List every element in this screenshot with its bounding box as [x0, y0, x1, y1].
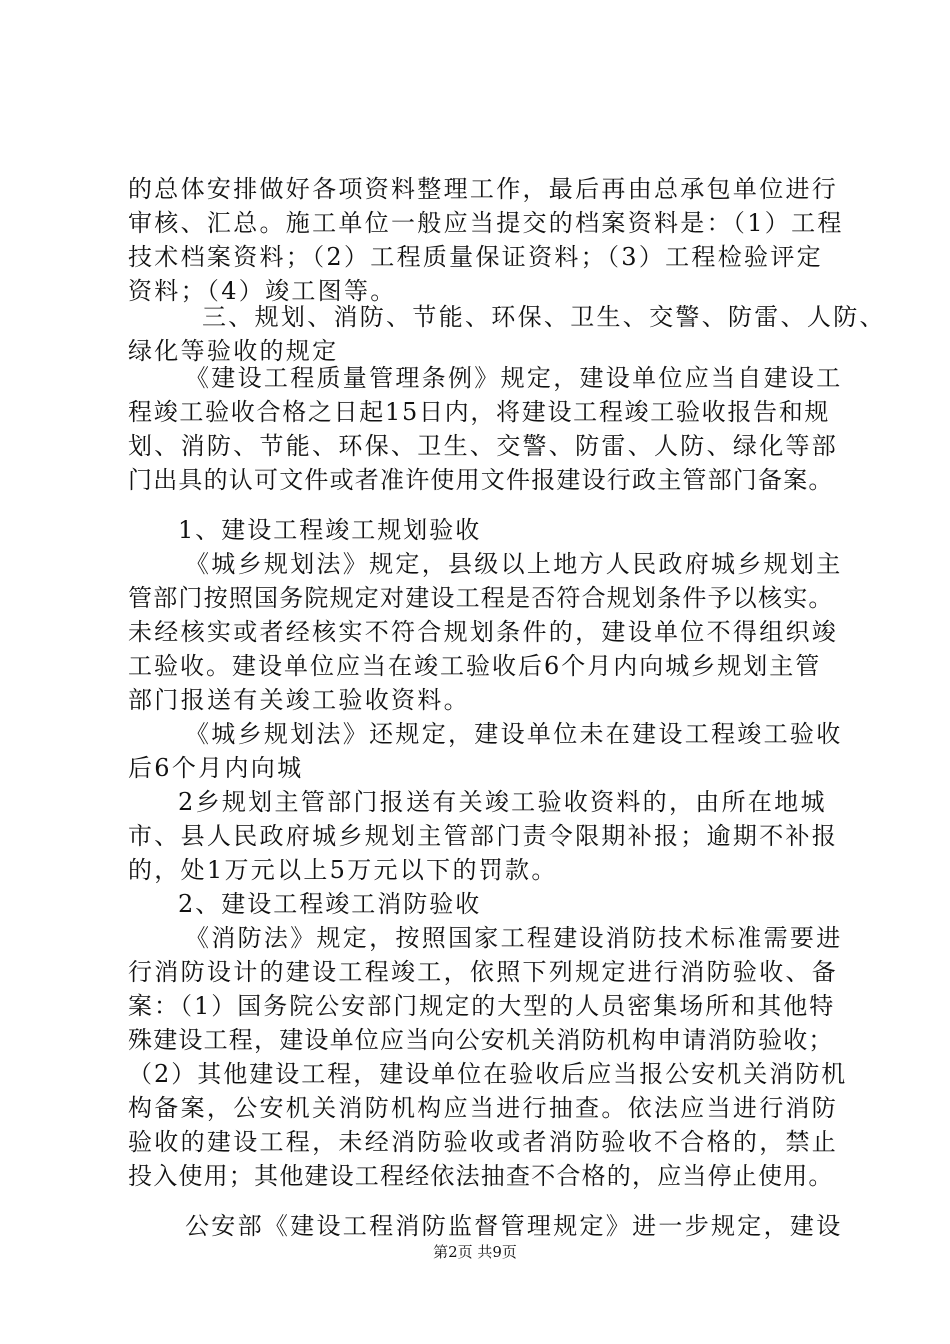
- text-line: 案：（1）国务院公安部门规定的大型的人员密集场所和其他特: [128, 992, 836, 1020]
- text-line: 门出具的认可文件或者准许使用文件报建设行政主管部门备案。: [128, 466, 834, 494]
- text-line: 部门报送有关竣工验收资料。: [128, 686, 470, 714]
- text-line: 《消防法》规定，按照国家工程建设消防技术标准需要进: [185, 924, 843, 952]
- text-line: 技术档案资料；（2）工程质量保证资料；（3）工程检验评定: [128, 243, 823, 271]
- text-line: 验收的建设工程，未经消防验收或者消防验收不合格的，禁止: [128, 1128, 839, 1156]
- text-line: 《城乡规划法》规定，县级以上地方人民政府城乡规划主: [185, 550, 843, 578]
- text-line: 投入使用；其他建设工程经依法抽查不合格的，应当停止使用。: [128, 1162, 834, 1190]
- text-line: 程竣工验收合格之日起15日内，将建设工程竣工验收报告和规: [128, 398, 831, 426]
- section-heading: 绿化等验收的规定: [128, 337, 339, 365]
- text-line: 《城乡规划法》还规定，建设单位未在建设工程竣工验收: [185, 720, 843, 748]
- text-line: 的，处1万元以上5万元以下的罚款。: [128, 856, 558, 884]
- text-line: 《建设工程质量管理条例》规定，建设单位应当自建设工: [185, 364, 843, 392]
- page-number: 第2页 共9页: [433, 1243, 517, 1261]
- text-line: 市、县人民政府城乡规划主管部门责令限期补报；逾期不补报: [128, 822, 839, 850]
- subsection-heading: 2、建设工程竣工消防验收: [178, 890, 482, 918]
- text-line: 构备案，公安机关消防机构应当进行抽查。依法应当进行消防: [128, 1094, 839, 1122]
- text-line: 后6个月内向城: [128, 754, 304, 782]
- text-line: 殊建设工程，建设单位应当向公安机关消防机构申请消防验收；: [128, 1026, 834, 1054]
- text-line: 的总体安排做好各项资料整理工作，最后再由总承包单位进行: [128, 175, 839, 203]
- subsection-heading: 1、建设工程竣工规划验收: [178, 516, 482, 544]
- text-line: 工验收。建设单位应当在竣工验收后6个月内向城乡规划主管: [128, 652, 822, 680]
- text-line: 资料；（4）竣工图等。: [128, 277, 397, 305]
- section-heading: 三、规划、消防、节能、环保、卫生、交警、防雷、人防、: [202, 303, 886, 331]
- text-line: 公安部《建设工程消防监督管理规定》进一步规定，建设: [185, 1212, 843, 1240]
- text-line: 2乡规划主管部门报送有关竣工验收资料的，由所在地城: [178, 788, 827, 816]
- text-line: 未经核实或者经核实不符合规划条件的，建设单位不得组织竣: [128, 618, 839, 646]
- text-line: 审核、汇总。施工单位一般应当提交的档案资料是：（1）工程: [128, 209, 844, 237]
- text-line: （2）其他建设工程，建设单位在验收后应当报公安机关消防机: [128, 1060, 848, 1088]
- text-line: 行消防设计的建设工程竣工，依照下列规定进行消防验收、备: [128, 958, 839, 986]
- text-line: 管部门按照国务院规定对建设工程是否符合规划条件予以核实。: [128, 584, 834, 612]
- text-line: 划、消防、节能、环保、卫生、交警、防雷、人防、绿化等部: [128, 432, 839, 460]
